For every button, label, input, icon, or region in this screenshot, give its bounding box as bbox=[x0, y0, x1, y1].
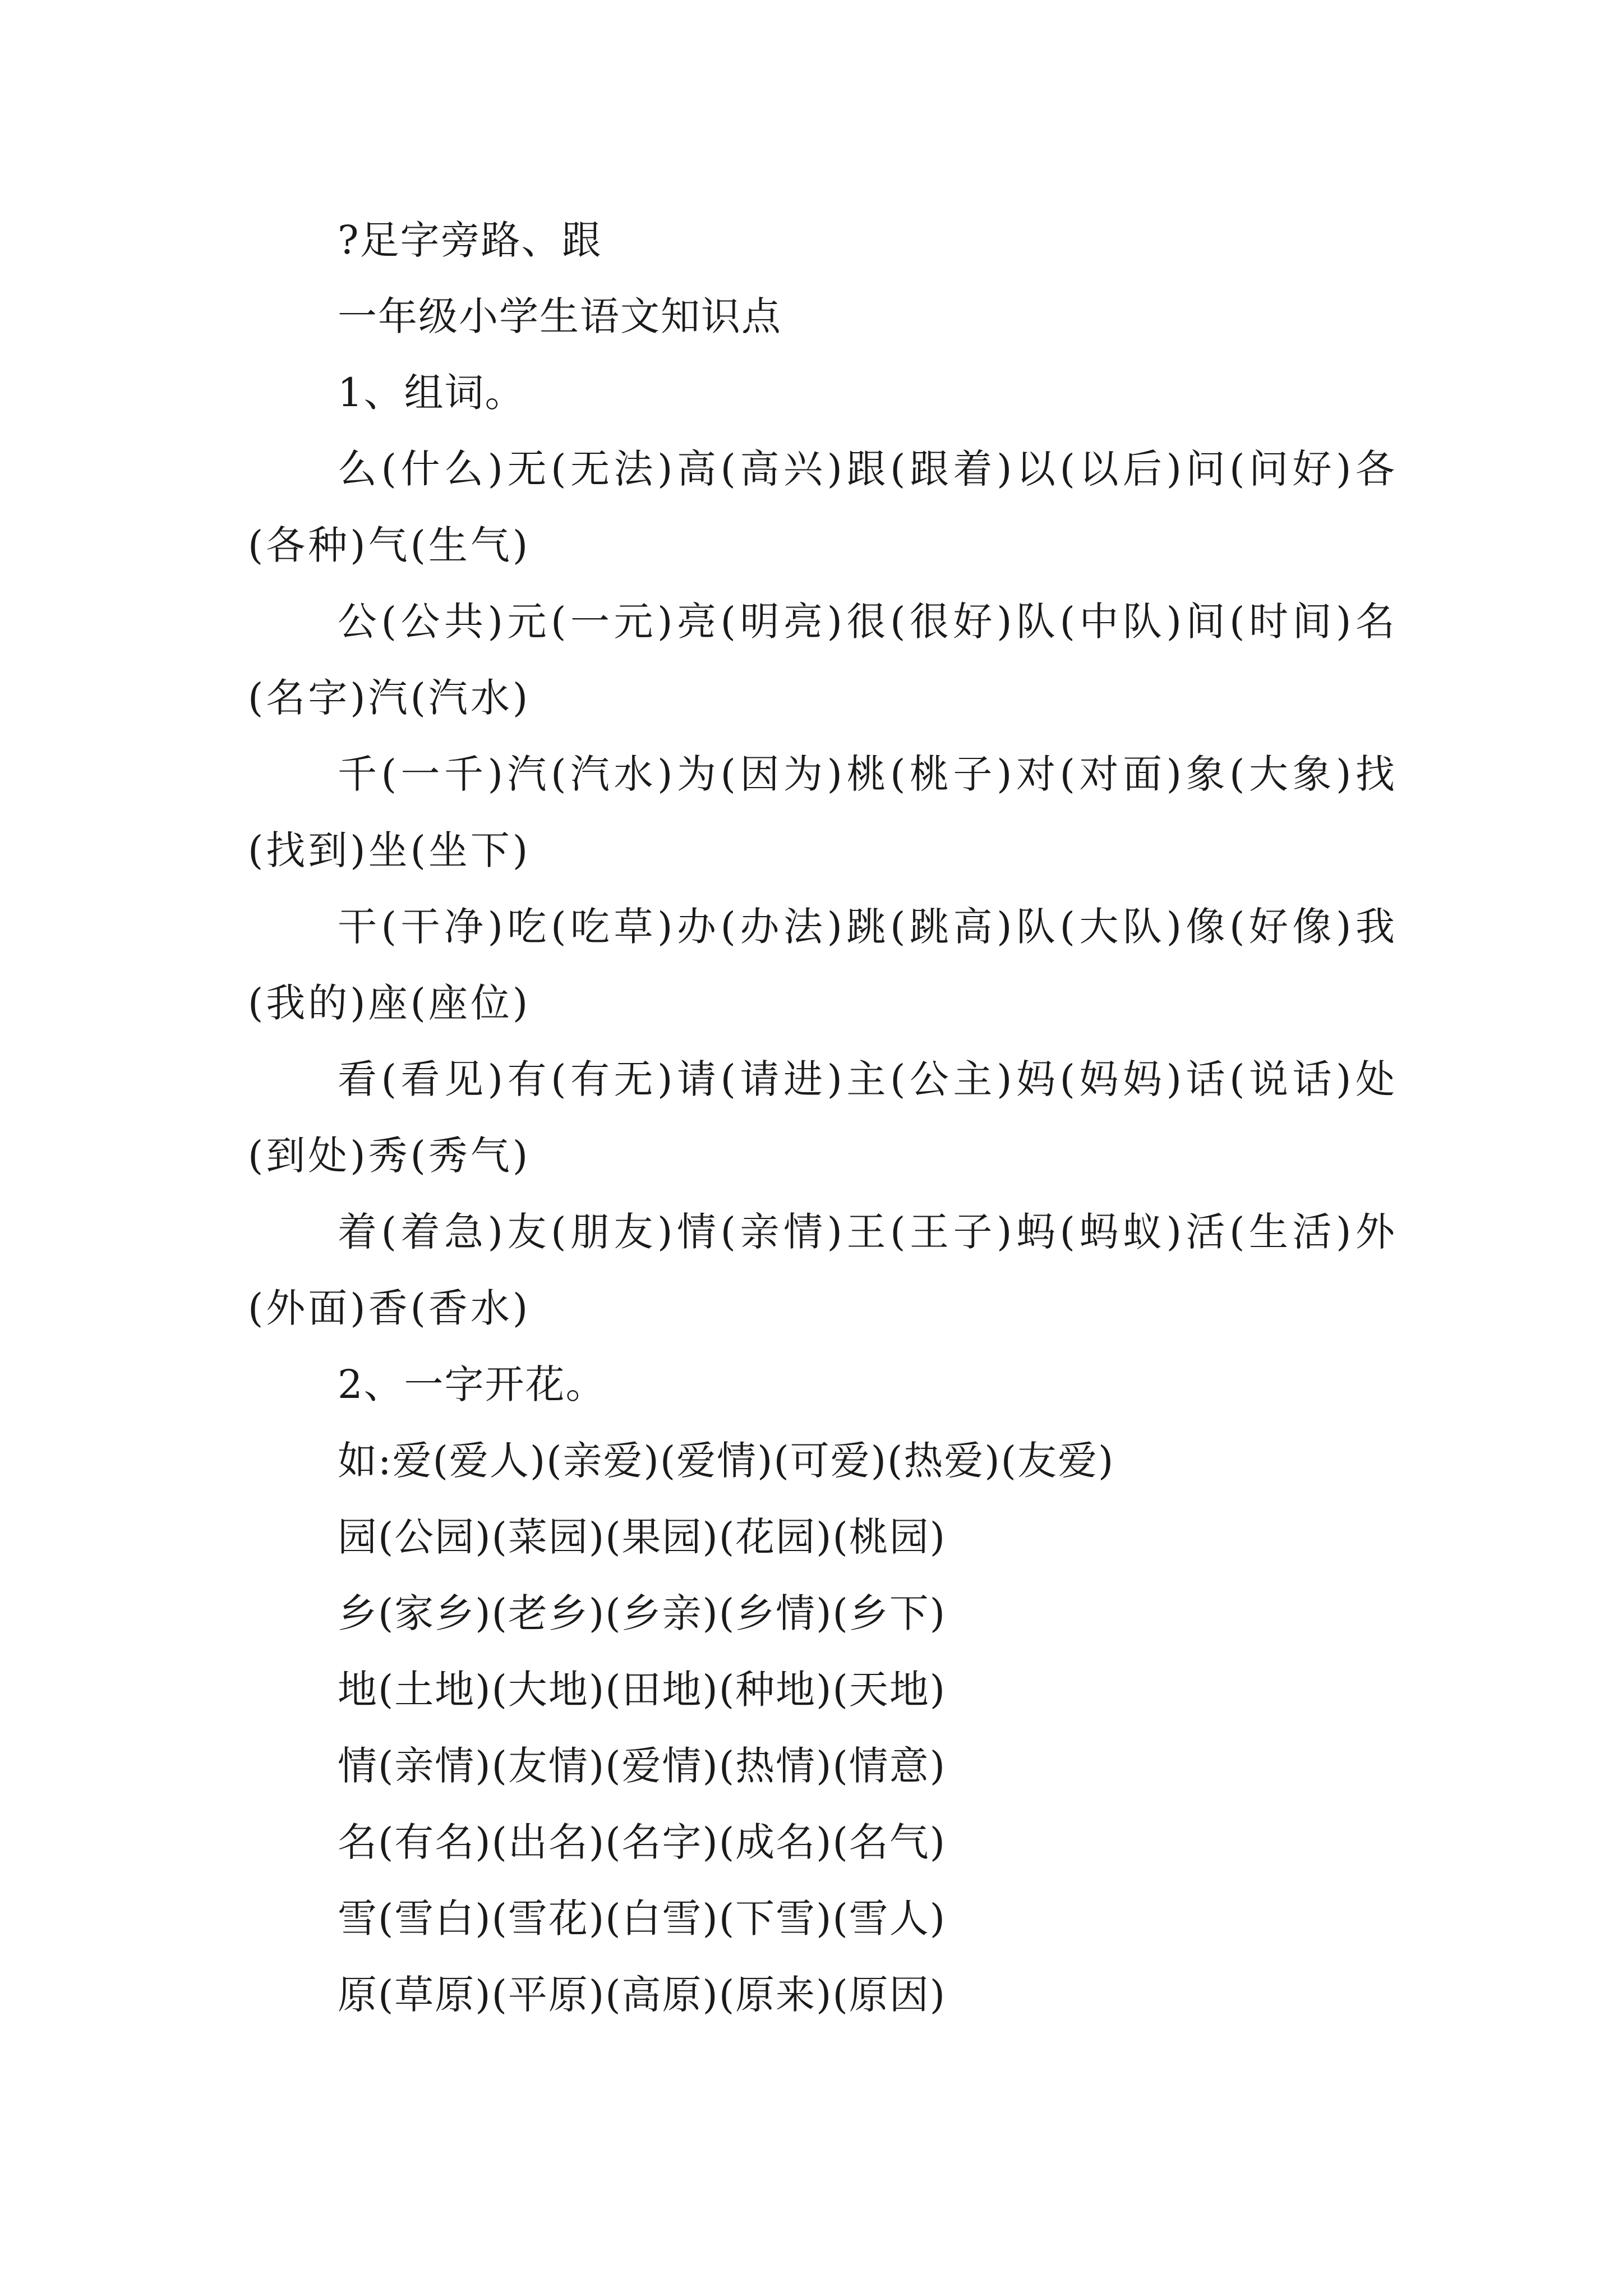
text-line: ?足字旁路、跟 bbox=[338, 217, 602, 263]
word-flower-line: 地(土地)(大地)(田地)(种地)(天地) bbox=[338, 1667, 947, 1713]
word-group-paragraph: 公(公共)元(一元)亮(明亮)很(很好)队(中队)间(时间)名(名字)汽(汽水) bbox=[248, 599, 1398, 721]
word-flower-line: 情(亲情)(友情)(爱情)(热情)(情意) bbox=[338, 1743, 947, 1789]
word-group-paragraph: 么(什么)无(无法)高(高兴)跟(跟着)以(以后)问(问好)各(各种)气(生气) bbox=[248, 446, 1398, 568]
word-flower-line: 园(公园)(菜园)(果园)(花园)(桃园) bbox=[338, 1514, 947, 1560]
section-heading: 2、一字开花。 bbox=[338, 1361, 606, 1407]
word-group-paragraph: 着(着急)友(朋友)情(亲情)王(王子)蚂(蚂蚁)活(生活)外(外面)香(香水) bbox=[248, 1209, 1398, 1331]
section-heading: 1、组词。 bbox=[338, 370, 525, 416]
word-group-paragraph: 看(看见)有(有无)请(请进)主(公主)妈(妈妈)话(说话)处(到处)秀(秀气) bbox=[248, 1056, 1398, 1179]
example-line: 如:爱(爱人)(亲爱)(爱情)(可爱)(热爱)(友爱) bbox=[338, 1438, 1115, 1484]
word-flower-line: 雪(雪白)(雪花)(白雪)(下雪)(雪人) bbox=[338, 1895, 947, 1941]
word-flower-line: 乡(家乡)(老乡)(乡亲)(乡情)(乡下) bbox=[338, 1590, 947, 1636]
document-heading: 一年级小学生语文知识点 bbox=[338, 293, 782, 339]
word-flower-line: 名(有名)(出名)(名字)(成名)(名气) bbox=[338, 1819, 947, 1865]
word-group-paragraph: 千(一千)汽(汽水)为(因为)桃(桃子)对(对面)象(大象)找(找到)坐(坐下) bbox=[248, 751, 1398, 873]
word-flower-line: 原(草原)(平原)(高原)(原来)(原因) bbox=[338, 1972, 947, 2018]
word-group-paragraph: 干(干净)吃(吃草)办(办法)跳(跳高)队(大队)像(好像)我(我的)座(座位) bbox=[248, 904, 1398, 1026]
document-body bbox=[248, 202, 1398, 2033]
